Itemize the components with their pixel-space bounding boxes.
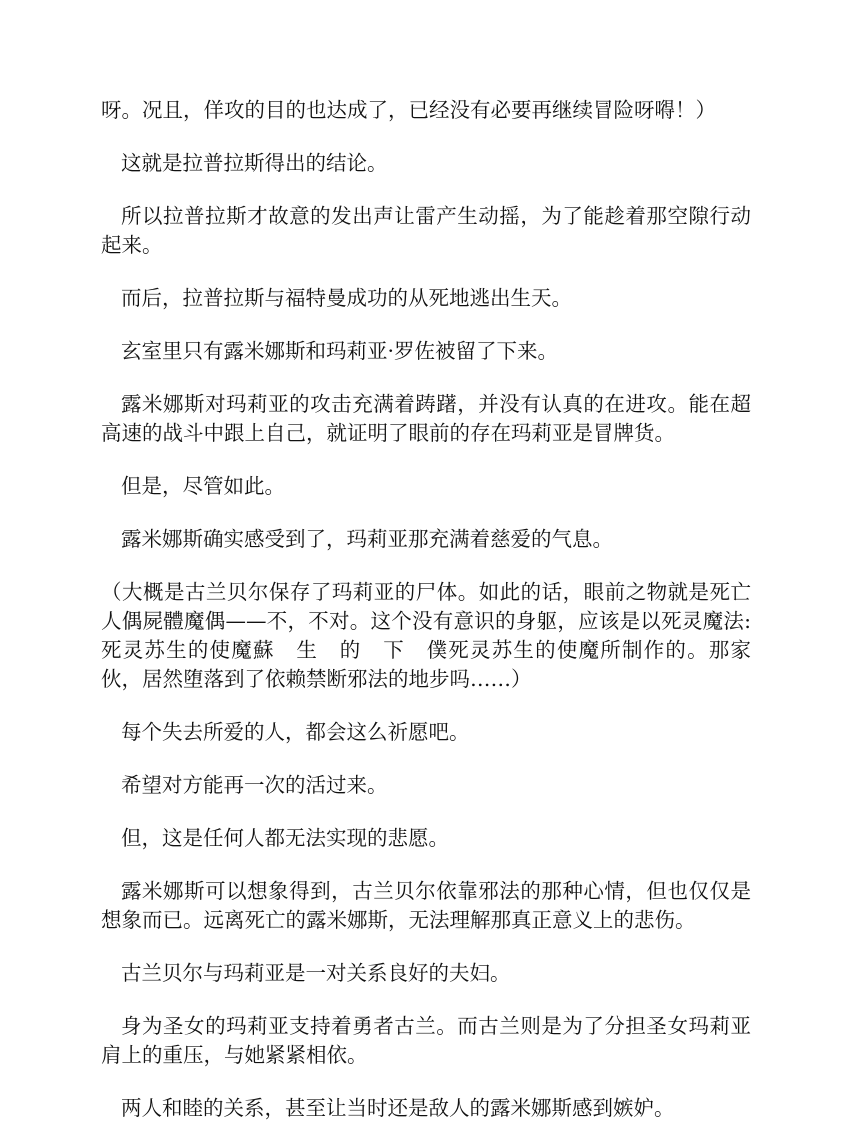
paragraph: 玄室里只有露米娜斯和玛莉亚·罗佐被留了下来。 bbox=[121, 339, 559, 363]
paragraph: 两人和睦的关系，甚至让当时还是敌人的露米娜斯感到嫉妒。 bbox=[121, 1096, 675, 1120]
paragraph: 希望对方能再一次的活过来。 bbox=[121, 773, 388, 797]
paragraph: 而后，拉普拉斯与福特曼成功的从死地逃出生天。 bbox=[121, 286, 572, 310]
paragraph: 身为圣女的玛莉亚支持着勇者古兰。而古兰则是为了分担圣女玛莉亚肩上的重压，与她紧紧相依。 bbox=[101, 1014, 751, 1067]
paragraph: 但，这是任何人都无法实现的悲愿。 bbox=[121, 826, 449, 850]
document-body bbox=[101, 96, 751, 1147]
paragraph: 但是，尽管如此。 bbox=[121, 474, 285, 498]
paragraph: （大概是古兰贝尔保存了玛莉亚的尸体。如此的话，眼前之物就是死亡人偶屍體魔偶——不，不对。这个没有意识的身躯，应该是以死灵魔法:死灵苏生的使魔蘇 生 的 下 僕死灵苏生的使魔所制作的。那家伙，居然堕落到了依赖禁断邪法的地步吗……） bbox=[101, 580, 751, 691]
paragraph: 呀。况且，佯攻的目的也达成了，已经没有必要再继续冒险呀嘚！） bbox=[101, 98, 716, 122]
paragraph: 这就是拉普拉斯得出的结论。 bbox=[121, 151, 388, 175]
paragraph: 露米娜斯确实感受到了，玛莉亚那充满着慈爱的气息。 bbox=[121, 527, 613, 551]
paragraph: 古兰贝尔与玛莉亚是一对关系良好的夫妇。 bbox=[121, 961, 511, 985]
paragraph: 露米娜斯可以想象得到，古兰贝尔依靠邪法的那种心情，但也仅仅是想象而已。远离死亡的露米娜斯，无法理解那真正意义上的悲伤。 bbox=[101, 879, 751, 932]
paragraph: 露米娜斯对玛莉亚的攻击充满着踌躇，并没有认真的在进攻。能在超高速的战斗中跟上自己，就证明了眼前的存在玛莉亚是冒牌货。 bbox=[101, 392, 751, 445]
paragraph: 每个失去所爱的人，都会这么祈愿吧。 bbox=[121, 720, 470, 744]
paragraph: 所以拉普拉斯才故意的发出声让雷产生动摇，为了能趁着那空隙行动起来。 bbox=[101, 204, 751, 257]
